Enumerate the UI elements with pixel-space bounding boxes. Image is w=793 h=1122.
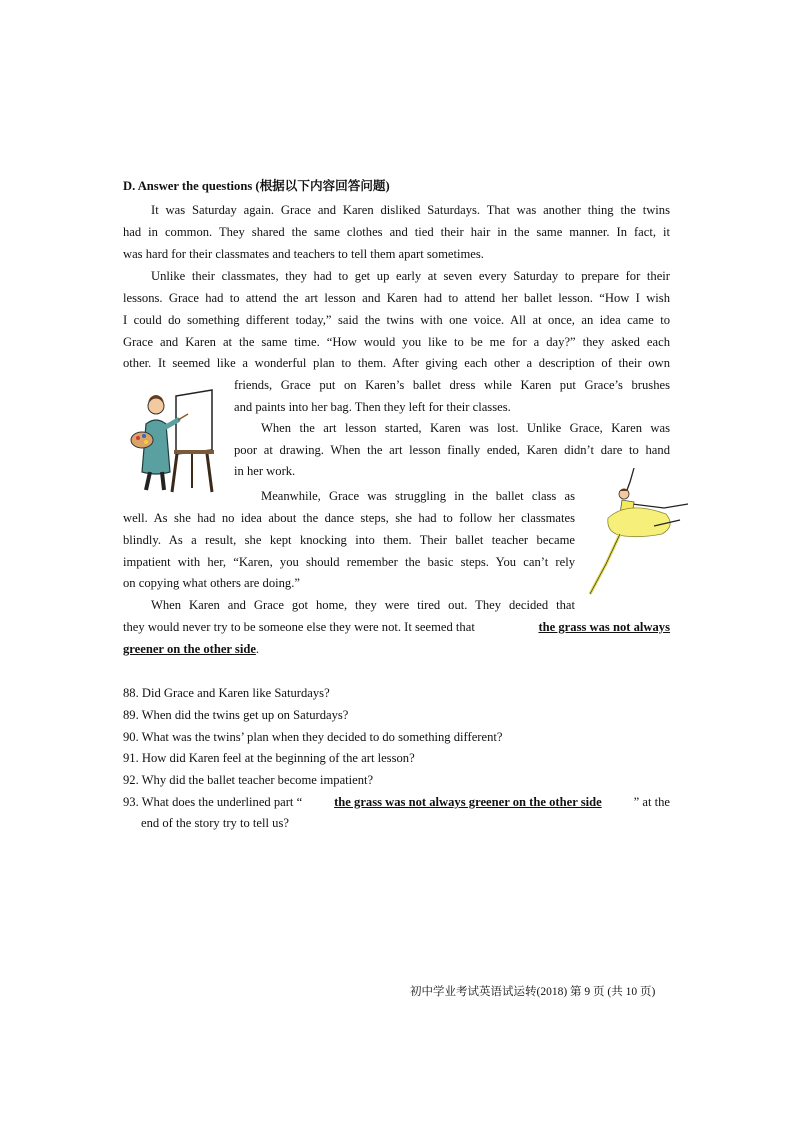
question-90: 90. What was the twins’ plan when they decided to do something different? (123, 730, 503, 744)
section-heading: D. Answer the questions (根据以下内容回答问题) (123, 179, 390, 193)
passage-line: Grace and Karen at the same time. “How would you like to be me for a day?” they asked each (123, 335, 670, 349)
passage-line: on copying what others are doing.” (123, 576, 300, 590)
page-footer: 初中学业考试英语试运转(2018) 第 9 页 (共 10 页) (410, 986, 656, 998)
passage-text: they would never try to be someone else they were not. It seemed that (123, 620, 475, 634)
passage-text: . (255, 642, 260, 656)
ballerina-illustration (584, 464, 694, 600)
passage-line: blindly. As a result, she kept knocking into them. Their ballet teacher became (123, 533, 575, 547)
painter-illustration (128, 384, 224, 496)
passage-line: well. As she had no idea about the dance steps, she had to follow her classmates (123, 511, 575, 525)
passage-line (123, 621, 670, 634)
passage-line: other. It seemed like a wonderful plan to them. After giving each other a description of their own (123, 356, 670, 370)
question-88: 88. Did Grace and Karen like Saturdays? (123, 686, 330, 700)
passage-line: impatient with her, “Karen, you should remember the basic steps. You can’t rely (123, 555, 575, 569)
underlined-phrase: greener on the other side (123, 642, 256, 656)
passage-line (123, 643, 259, 656)
passage-line: in her work. (234, 464, 296, 478)
question-92: 92. Why did the ballet teacher become impatient? (123, 773, 374, 787)
passage-line: Meanwhile, Grace was struggling in the ballet class as (261, 489, 575, 503)
passage-line: friends, Grace put on Karen’s ballet dress while Karen put Grace’s brushes (234, 378, 670, 392)
passage-line: and paints into her bag. Then they left for their classes. (234, 400, 511, 414)
underlined-phrase: the grass was not always (538, 620, 670, 634)
passage-line: I could do something different today,” said the twins with one voice. All at once, an idea came to (123, 313, 670, 327)
passage-line: When Karen and Grace got home, they were tired out. They decided that (151, 598, 575, 612)
question-text: 93. What does the underlined part “ (123, 795, 303, 809)
question-91: 91. How did Karen feel at the beginning of the art lesson? (123, 751, 415, 765)
passage-line: had in common. They shared the same clothes and tied their hair in the same manner. In fact, it (123, 225, 670, 239)
passage-line: It was Saturday again. Grace and Karen disliked Saturdays. That was another thing the twins (151, 203, 670, 217)
passage-line: poor at drawing. When the art lesson finally ended, Karen didn’t dare to hand (234, 443, 670, 457)
passage-line: When the art lesson started, Karen was lost. Unlike Grace, Karen was (261, 421, 670, 435)
passage-line: lessons. Grace had to attend the art lesson and Karen had to attend her ballet lesson. “How I wish (123, 291, 670, 305)
passage-line: was hard for their classmates and teachers to tell them apart sometimes. (123, 247, 484, 261)
underlined-phrase: the grass was not always greener on the other side (334, 795, 602, 809)
question-89: 89. When did the twins get up on Saturdays? (123, 708, 349, 722)
question-93 (123, 795, 670, 810)
passage-line: Unlike their classmates, they had to get up early at seven every Saturday to prepare for their (151, 269, 670, 283)
question-93-cont: end of the story try to tell us? (141, 816, 289, 830)
question-text: ” at the (633, 795, 670, 809)
